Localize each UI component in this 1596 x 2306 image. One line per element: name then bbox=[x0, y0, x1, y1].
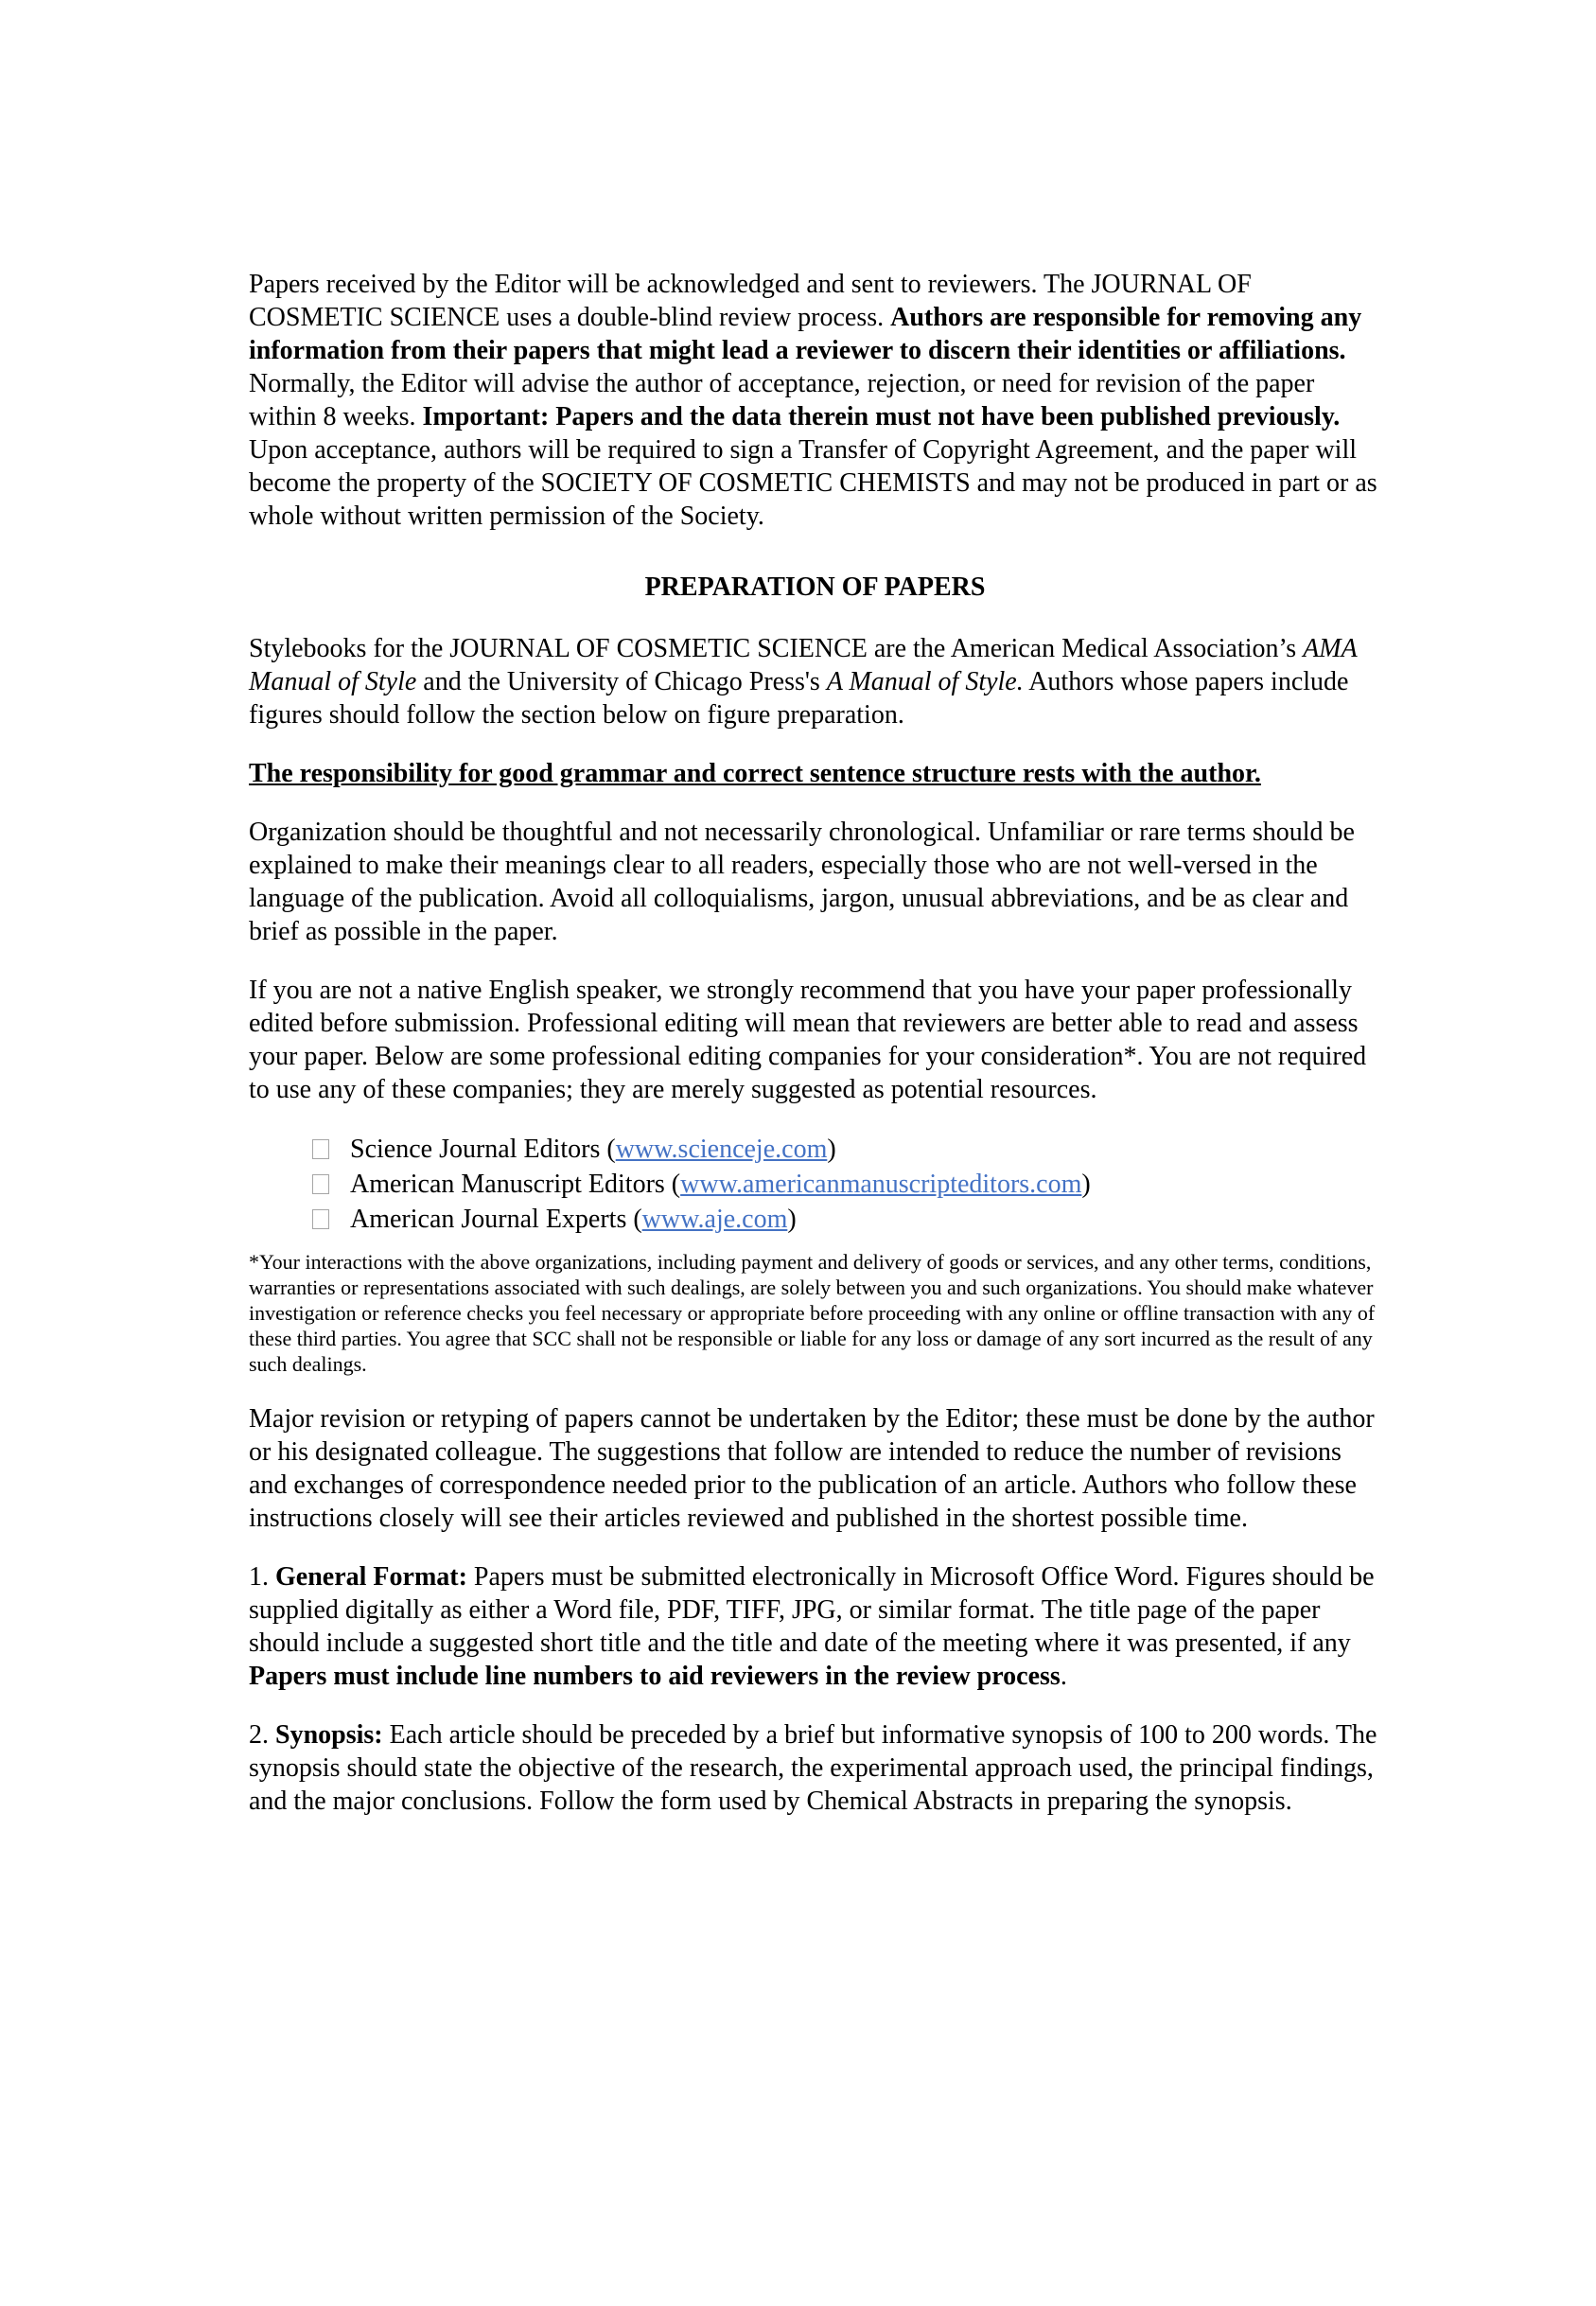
company-url-link[interactable]: www.scienceje.com bbox=[615, 1135, 828, 1164]
revision-policy-paragraph: Major revision or retyping of papers cannot be undertaken by the Editor; these must be done by the author or his designated colleague. The suggestions that follow are intended to reduce the number of revisions and exchanges of correspondence needed prior to the publication of an article. Authors who follow these instructions closely will see their articles reviewed and published in the shortest possible time. bbox=[249, 1404, 1375, 1533]
intro-paragraph bbox=[249, 268, 1381, 533]
missing-glyph-bullet-icon bbox=[312, 1139, 329, 1159]
company-url-link[interactable]: www.americanmanuscripteditors.com bbox=[680, 1170, 1082, 1199]
item-number: 2. bbox=[249, 1720, 275, 1750]
closing-paren: ) bbox=[787, 1205, 797, 1234]
list-item bbox=[249, 1132, 1381, 1167]
list-item bbox=[249, 1202, 1381, 1237]
missing-glyph-bullet-icon bbox=[312, 1209, 329, 1229]
intro-text-1: Papers received by the Editor will be acknowledged and sent to reviewers. The JOURNAL OF COSMETIC SCIENCE uses a double-blind review process. bbox=[249, 270, 1252, 332]
stylebooks-paragraph bbox=[249, 632, 1381, 731]
general-format-label-bold: General Format: bbox=[275, 1562, 467, 1592]
anonymity-warning-bold: Authors are responsible for removing any information from their papers that might lead a reviewer to discern their identities or affiliations. bbox=[249, 303, 1362, 365]
general-format-item bbox=[249, 1560, 1381, 1693]
item-number: 1. bbox=[249, 1562, 275, 1592]
editing-recommendation-paragraph: If you are not a native English speaker, we strongly recommend that you have your paper professionally edited before submission. Professional editing will mean that reviewers are better able to read and assess your paper. Below are some professional editing companies for your consideration*. You are not required to use any of these companies; they are merely suggested as potential resources. bbox=[249, 976, 1367, 1104]
prior-publication-warning-bold: Important: Papers and the data therein must not have been published previously. bbox=[422, 402, 1341, 431]
company-url-link[interactable]: www.aje.com bbox=[641, 1205, 788, 1234]
stylebooks-text-2: and the University of Chicago Press's bbox=[416, 667, 827, 696]
sentence-period: . bbox=[1060, 1662, 1067, 1691]
editing-companies-list bbox=[249, 1132, 1381, 1237]
synopsis-item bbox=[249, 1718, 1381, 1818]
stylebooks-text-3: Authors whose papers include figures should follow the section below on figure preparation. bbox=[249, 667, 1349, 730]
section-heading: PREPARATION OF PAPERS bbox=[644, 572, 986, 602]
closing-paren: ) bbox=[827, 1135, 836, 1164]
third-party-disclaimer-footnote: *Your interactions with the above organizations, including payment and delivery of goods or services, and any other terms, conditions, warranties or representations associated with such dealings, are solely between you and such organizations. You should make whatever investigation or reference checks you feel necessary or appropriate before proceeding with any online or offline transaction with any of these third parties. You agree that SCC shall not be responsible or liable for any loss or damage of any sort incurred as the result of any such dealings. bbox=[249, 1250, 1376, 1376]
general-format-text: Papers must be submitted electronically in Microsoft Office Word. Figures should be supplied digitally as either a Word file, PDF, TIFF, JPG, or similar format. The title page of the paper should include a suggested short title and the title and date of the meeting where it was presented, if any bbox=[249, 1562, 1375, 1658]
company-name: American Journal Experts ( bbox=[350, 1205, 642, 1234]
intro-text-2: Normally, the Editor will advise the author of acceptance, rejection, or need for revision of the paper within 8 weeks. bbox=[249, 369, 1315, 431]
line-numbers-requirement-bold: Papers must include line numbers to aid reviewers in the review process bbox=[249, 1662, 1061, 1691]
closing-paren: ) bbox=[1081, 1170, 1091, 1199]
intro-text-3: Upon acceptance, authors will be required to sign a Transfer of Copyright Agreement, and the paper will become the property of the SOCIETY OF COSMETIC CHEMISTS and may not be produced in part or as whole without written permission of the Society. bbox=[249, 435, 1377, 531]
chicago-manual-title-italic: A Manual of Style. bbox=[826, 667, 1024, 696]
ama-manual-title-italic: AMA Manual of Style bbox=[249, 634, 1358, 696]
stylebooks-text-1: Stylebooks for the JOURNAL OF COSMETIC SCIENCE are the American Medical Association’s bbox=[249, 634, 1304, 663]
document-content bbox=[249, 268, 1381, 1843]
synopsis-text: Each article should be preceded by a brief but informative synopsis of 100 to 200 words. The synopsis should state the objective of the research, the experimental approach used, the principal findings, and the major conclusions. Follow the form used by Chemical Abstracts in preparing the synopsis. bbox=[249, 1720, 1377, 1816]
list-item bbox=[249, 1167, 1381, 1202]
organization-paragraph: Organization should be thoughtful and not necessarily chronological. Unfamiliar or rare terms should be explained to make their meanings clear to all readers, especially those who are not well-versed in the language of the publication. Avoid all colloquialisms, jargon, unusual abbreviations, and be as clear and brief as possible in the paper. bbox=[249, 818, 1355, 946]
company-name: American Manuscript Editors ( bbox=[350, 1170, 681, 1199]
grammar-responsibility-statement: The responsibility for good grammar and correct sentence structure rests with the author. bbox=[249, 759, 1261, 788]
synopsis-label-bold: Synopsis: bbox=[275, 1720, 383, 1750]
company-name: Science Journal Editors ( bbox=[350, 1135, 616, 1164]
missing-glyph-bullet-icon bbox=[312, 1174, 329, 1194]
